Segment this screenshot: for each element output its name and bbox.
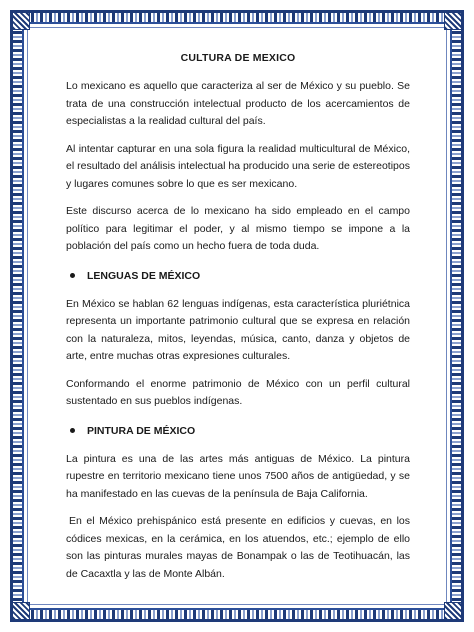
section-heading-text: PINTURA DE MÉXICO <box>87 424 196 437</box>
border-corner-ornament <box>12 602 30 620</box>
section-heading-pintura <box>66 425 410 437</box>
section-heading-text: LENGUAS DE MÉXICO <box>87 269 201 282</box>
document-body <box>66 52 410 593</box>
page-border-pattern-top <box>13 13 461 22</box>
border-corner-ornament <box>12 12 30 30</box>
paragraph: Conformando el enorme patrimonio de México con un perfil cultural sustentado en sus pueblos indígenas. <box>66 377 410 407</box>
paragraph: En el México prehispánico está presente en edificios y cuevas, en los códices mexicas, en la cerámica, en los atuendos, etc.; ejemplo de ello son las pinturas murales mayas de Bonampak o las de Teotihuacán, las de Cacaxtla y las de Monte Albán. <box>66 515 410 580</box>
bullet-icon <box>70 273 75 278</box>
page-border-pattern-left <box>13 13 22 619</box>
paragraph: Al intentar capturar en una sola figura la realidad multicultural de México, el resultado del análisis intelectual ha producido una serie de estereotipos y lugares comunes sobre lo que es ser mexicano. <box>66 142 410 190</box>
paragraph: Este discurso acerca de lo mexicano ha sido empleado en el campo político para legitimar el poder, y al mismo tiempo se impone a la población del país como un hecho fuera de toda duda. <box>66 205 410 252</box>
border-corner-ornament <box>444 12 462 30</box>
page-border-pattern-bottom <box>13 610 461 619</box>
section-heading-lenguas <box>66 270 410 282</box>
paragraph: Lo mexicano es aquello que caracteriza al ser de México y su pueblo. Se trata de una construcción intelectual producto de los acercamientos de especialistas a la realidad cultural del país. <box>66 80 410 127</box>
border-corner-ornament <box>444 602 462 620</box>
bullet-icon <box>70 428 75 433</box>
page-border-pattern-right <box>452 13 461 619</box>
paragraph: En México se hablan 62 lenguas indígenas, esta característica pluriétnica representa un importante patrimonio cultural que se expresa en relación con la naturaleza, mitos, leyendas, música, canto, danza y objetos de arte, entre muchas otras expresiones culturales. <box>66 297 410 362</box>
paragraph: La pintura es una de las artes más antiguas de México. La pintura rupestre en territorio mexicano tiene unos 7500 años de antigüedad, y se ha manifestado en las cuevas de la península de Baja California. <box>66 452 410 500</box>
document-title: CULTURA DE MEXICO <box>180 52 296 64</box>
